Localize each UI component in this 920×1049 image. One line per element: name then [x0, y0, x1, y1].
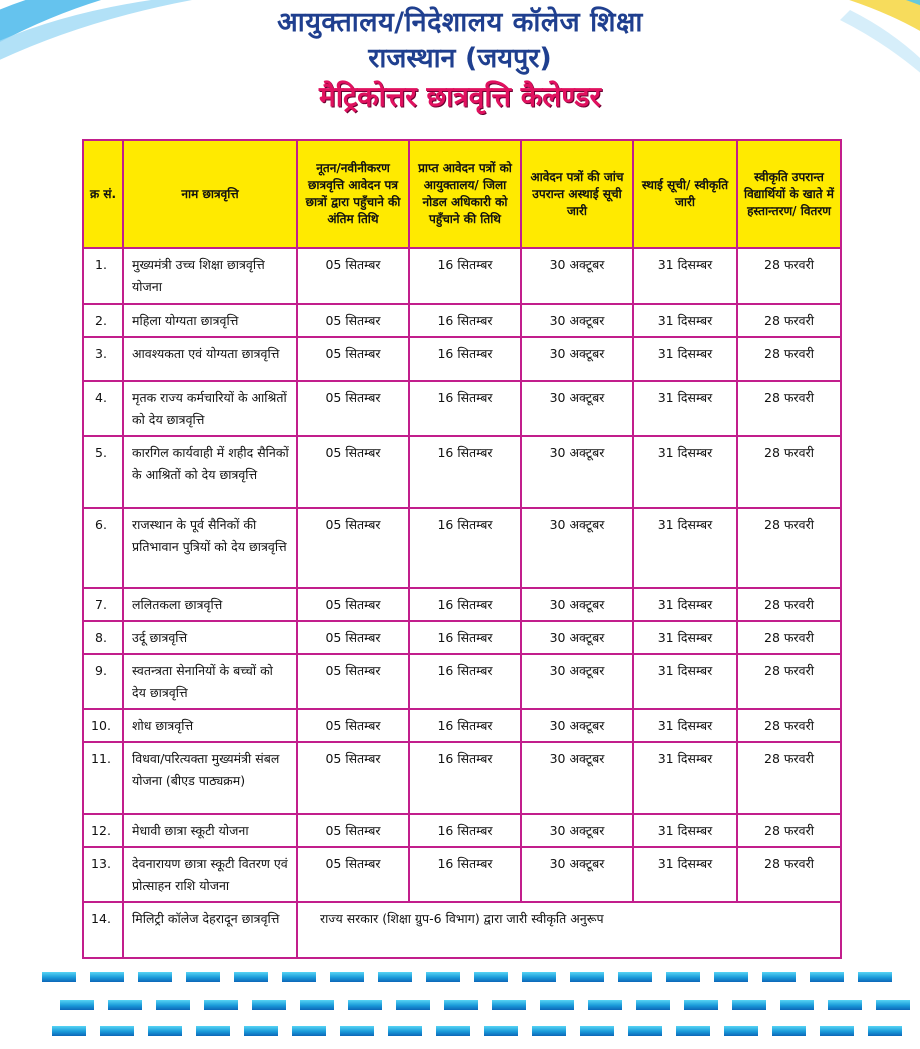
dash-shape	[810, 972, 844, 982]
column-header: स्थाई सूची/ स्वीकृति जारी	[633, 140, 737, 248]
table-body	[83, 248, 841, 958]
last-date-cell: 05 सितम्बर	[297, 742, 409, 814]
last-date-cell: 05 सितम्बर	[297, 847, 409, 902]
table-row	[83, 621, 841, 654]
dash-shape	[618, 972, 652, 982]
dash-shape	[484, 1026, 518, 1036]
dash-shape	[684, 1000, 718, 1010]
forward-date-cell: 16 सितम्बर	[409, 742, 521, 814]
column-header: प्राप्त आवेदन पत्रों को आयुक्तालय/ जिला नोडल अधिकारी को पहुँचाने की तिथि	[409, 140, 521, 248]
scholarship-name-cell: महिला योग्यता छात्रवृत्ति	[123, 304, 297, 337]
dash-shape	[196, 1026, 230, 1036]
dash-shape	[148, 1026, 182, 1036]
forward-date-cell: 16 सितम्बर	[409, 381, 521, 436]
dash-shape	[828, 1000, 862, 1010]
provisional-list-date-cell: 30 अक्टूबर	[521, 304, 633, 337]
merged-note-cell: राज्य सरकार (शिक्षा ग्रुप-6 विभाग) द्वारा जारी स्वीकृति अनुरूप	[297, 902, 841, 958]
dash-shape	[348, 1000, 382, 1010]
last-date-cell: 05 सितम्बर	[297, 436, 409, 508]
provisional-list-date-cell: 30 अक्टूबर	[521, 847, 633, 902]
table-row	[83, 709, 841, 742]
disbursal-date-cell: 28 फरवरी	[737, 847, 841, 902]
column-header: आवेदन पत्रों की जांच उपरान्त अस्थाई सूची जारी	[521, 140, 633, 248]
final-list-date-cell: 31 दिसम्बर	[633, 381, 737, 436]
dash-shape	[156, 1000, 190, 1010]
scholarship-calendar-table	[82, 139, 842, 959]
table-row	[83, 248, 841, 304]
serial-number-cell: 4.	[83, 381, 123, 436]
disbursal-date-cell: 28 फरवरी	[737, 248, 841, 304]
last-date-cell: 05 सितम्बर	[297, 588, 409, 621]
dash-row	[0, 1026, 920, 1040]
final-list-date-cell: 31 दिसम्बर	[633, 654, 737, 709]
final-list-date-cell: 31 दिसम्बर	[633, 621, 737, 654]
forward-date-cell: 16 सितम्बर	[409, 654, 521, 709]
final-list-date-cell: 31 दिसम्बर	[633, 248, 737, 304]
scholarship-name-cell: मुख्यमंत्री उच्च शिक्षा छात्रवृत्ति योजना	[123, 248, 297, 304]
provisional-list-date-cell: 30 अक्टूबर	[521, 508, 633, 588]
dash-shape	[868, 1026, 902, 1036]
forward-date-cell: 16 सितम्बर	[409, 588, 521, 621]
scholarship-calendar-table-wrapper	[82, 139, 840, 959]
dash-shape	[60, 1000, 94, 1010]
serial-number-cell: 12.	[83, 814, 123, 847]
dash-shape	[772, 1026, 806, 1036]
dash-shape	[444, 1000, 478, 1010]
last-date-cell: 05 सितम्बर	[297, 304, 409, 337]
dash-shape	[330, 972, 364, 982]
table-row	[83, 654, 841, 709]
dash-shape	[340, 1026, 374, 1036]
disbursal-date-cell: 28 फरवरी	[737, 709, 841, 742]
serial-number-cell: 11.	[83, 742, 123, 814]
dash-shape	[876, 1000, 910, 1010]
dash-shape	[90, 972, 124, 982]
dash-shape	[820, 1026, 854, 1036]
dash-shape	[378, 972, 412, 982]
forward-date-cell: 16 सितम्बर	[409, 508, 521, 588]
scholarship-name-cell: राजस्थान के पूर्व सैनिकों की प्रतिभावान पुत्रियों को देय छात्रवृत्ति	[123, 508, 297, 588]
provisional-list-date-cell: 30 अक्टूबर	[521, 248, 633, 304]
final-list-date-cell: 31 दिसम्बर	[633, 847, 737, 902]
table-row	[83, 814, 841, 847]
dash-shape	[588, 1000, 622, 1010]
dash-shape	[282, 972, 316, 982]
location-title: राजस्थान (जयपुर)	[368, 43, 552, 74]
table-row	[83, 304, 841, 337]
provisional-list-date-cell: 30 अक्टूबर	[521, 814, 633, 847]
dash-shape	[570, 972, 604, 982]
scholarship-name-cell: मृतक राज्य कर्मचारियों के आश्रितों को देय छात्रवृत्ति	[123, 381, 297, 436]
dash-shape	[100, 1026, 134, 1036]
dash-shape	[858, 972, 892, 982]
final-list-date-cell: 31 दिसम्बर	[633, 508, 737, 588]
table-row	[83, 902, 841, 958]
provisional-list-date-cell: 30 अक्टूबर	[521, 588, 633, 621]
calendar-title: मैट्रिकोत्तर छात्रवृत्ति कैलेण्डर	[319, 80, 601, 113]
last-date-cell: 05 सितम्बर	[297, 654, 409, 709]
dash-shape	[580, 1026, 614, 1036]
dash-shape	[292, 1026, 326, 1036]
serial-number-cell: 14.	[83, 902, 123, 958]
final-list-date-cell: 31 दिसम्बर	[633, 709, 737, 742]
dash-shape	[300, 1000, 334, 1010]
dash-shape	[492, 1000, 526, 1010]
final-list-date-cell: 31 दिसम्बर	[633, 742, 737, 814]
table-row	[83, 588, 841, 621]
dash-shape	[204, 1000, 238, 1010]
dash-shape	[42, 972, 76, 982]
office-title: आयुक्तालय/निदेशालय कॉलेज शिक्षा	[277, 7, 643, 38]
dash-shape	[540, 1000, 574, 1010]
serial-number-cell: 2.	[83, 304, 123, 337]
dash-shape	[522, 972, 556, 982]
last-date-cell: 05 सितम्बर	[297, 337, 409, 381]
dash-shape	[636, 1000, 670, 1010]
dash-row	[0, 1000, 920, 1014]
serial-number-cell: 13.	[83, 847, 123, 902]
scholarship-name-cell: ललितकला छात्रवृत्ति	[123, 588, 297, 621]
final-list-date-cell: 31 दिसम्बर	[633, 337, 737, 381]
dash-shape	[234, 972, 268, 982]
last-date-cell: 05 सितम्बर	[297, 381, 409, 436]
serial-number-cell: 9.	[83, 654, 123, 709]
dash-shape	[252, 1000, 286, 1010]
disbursal-date-cell: 28 फरवरी	[737, 436, 841, 508]
dash-shape	[676, 1026, 710, 1036]
final-list-date-cell: 31 दिसम्बर	[633, 814, 737, 847]
provisional-list-date-cell: 30 अक्टूबर	[521, 381, 633, 436]
dash-shape	[724, 1026, 758, 1036]
dash-shape	[244, 1026, 278, 1036]
last-date-cell: 05 सितम्बर	[297, 709, 409, 742]
scholarship-name-cell: मिलिट्री कॉलेज देहरादून छात्रवृत्ति	[123, 902, 297, 958]
dash-shape	[52, 1026, 86, 1036]
scholarship-name-cell: स्वतन्त्रता सेनानियों के बच्चों को देय छात्रवृत्ति	[123, 654, 297, 709]
provisional-list-date-cell: 30 अक्टूबर	[521, 654, 633, 709]
table-row	[83, 508, 841, 588]
scholarship-name-cell: आवश्यकता एवं योग्यता छात्रवृत्ति	[123, 337, 297, 381]
table-row	[83, 436, 841, 508]
disbursal-date-cell: 28 फरवरी	[737, 621, 841, 654]
scholarship-name-cell: शोध छात्रवृत्ति	[123, 709, 297, 742]
provisional-list-date-cell: 30 अक्टूबर	[521, 337, 633, 381]
dash-shape	[426, 972, 460, 982]
forward-date-cell: 16 सितम्बर	[409, 436, 521, 508]
forward-date-cell: 16 सितम्बर	[409, 248, 521, 304]
dash-shape	[186, 972, 220, 982]
table-row	[83, 847, 841, 902]
table-row	[83, 337, 841, 381]
scholarship-name-cell: विधवा/परित्यक्ता मुख्यमंत्री संबल योजना (बीएड पाठ्यक्रम)	[123, 742, 297, 814]
provisional-list-date-cell: 30 अक्टूबर	[521, 621, 633, 654]
table-row	[83, 742, 841, 814]
provisional-list-date-cell: 30 अक्टूबर	[521, 742, 633, 814]
column-header: नाम छात्रवृत्ति	[123, 140, 297, 248]
serial-number-cell: 5.	[83, 436, 123, 508]
scholarship-name-cell: देवनारायण छात्रा स्कूटी वितरण एवं प्रोत्साहन राशि योजना	[123, 847, 297, 902]
final-list-date-cell: 31 दिसम्बर	[633, 304, 737, 337]
dash-shape	[666, 972, 700, 982]
column-header: क्र सं.	[83, 140, 123, 248]
dash-shape	[762, 972, 796, 982]
forward-date-cell: 16 सितम्बर	[409, 337, 521, 381]
final-list-date-cell: 31 दिसम्बर	[633, 436, 737, 508]
serial-number-cell: 8.	[83, 621, 123, 654]
scholarship-name-cell: कारगिल कार्यवाही में शहीद सैनिकों के आश्रितों को देय छात्रवृत्ति	[123, 436, 297, 508]
table-row	[83, 381, 841, 436]
dash-shape	[714, 972, 748, 982]
last-date-cell: 05 सितम्बर	[297, 248, 409, 304]
disbursal-date-cell: 28 फरवरी	[737, 742, 841, 814]
serial-number-cell: 7.	[83, 588, 123, 621]
dash-shape	[780, 1000, 814, 1010]
scholarship-name-cell: मेधावी छात्रा स्कूटी योजना	[123, 814, 297, 847]
dash-row	[0, 972, 920, 986]
disbursal-date-cell: 28 फरवरी	[737, 381, 841, 436]
disbursal-date-cell: 28 फरवरी	[737, 304, 841, 337]
last-date-cell: 05 सितम्बर	[297, 508, 409, 588]
provisional-list-date-cell: 30 अक्टूबर	[521, 709, 633, 742]
forward-date-cell: 16 सितम्बर	[409, 621, 521, 654]
dash-shape	[396, 1000, 430, 1010]
dash-shape	[436, 1026, 470, 1036]
forward-date-cell: 16 सितम्बर	[409, 304, 521, 337]
scholarship-name-cell: उर्दू छात्रवृत्ति	[123, 621, 297, 654]
dash-shape	[388, 1026, 422, 1036]
dash-shape	[108, 1000, 142, 1010]
forward-date-cell: 16 सितम्बर	[409, 814, 521, 847]
dash-shape	[628, 1026, 662, 1036]
disbursal-date-cell: 28 फरवरी	[737, 337, 841, 381]
last-date-cell: 05 सितम्बर	[297, 621, 409, 654]
footer-dash-decoration	[0, 966, 920, 1049]
serial-number-cell: 1.	[83, 248, 123, 304]
disbursal-date-cell: 28 फरवरी	[737, 654, 841, 709]
disbursal-date-cell: 28 फरवरी	[737, 508, 841, 588]
serial-number-cell: 10.	[83, 709, 123, 742]
page-header	[0, 6, 920, 116]
provisional-list-date-cell: 30 अक्टूबर	[521, 436, 633, 508]
final-list-date-cell: 31 दिसम्बर	[633, 588, 737, 621]
last-date-cell: 05 सितम्बर	[297, 814, 409, 847]
table-header-row	[83, 140, 841, 248]
disbursal-date-cell: 28 फरवरी	[737, 814, 841, 847]
forward-date-cell: 16 सितम्बर	[409, 847, 521, 902]
column-header: नूतन/नवीनीकरण छात्रवृत्ति आवेदन पत्र छात्रों द्वारा पहुँचाने की अंतिम तिथि	[297, 140, 409, 248]
dash-shape	[138, 972, 172, 982]
disbursal-date-cell: 28 फरवरी	[737, 588, 841, 621]
serial-number-cell: 3.	[83, 337, 123, 381]
column-header: स्वीकृति उपरान्त विद्यार्थियों के खाते में हस्तान्तरण/ वितरण	[737, 140, 841, 248]
forward-date-cell: 16 सितम्बर	[409, 709, 521, 742]
dash-shape	[732, 1000, 766, 1010]
dash-shape	[474, 972, 508, 982]
dash-shape	[532, 1026, 566, 1036]
serial-number-cell: 6.	[83, 508, 123, 588]
